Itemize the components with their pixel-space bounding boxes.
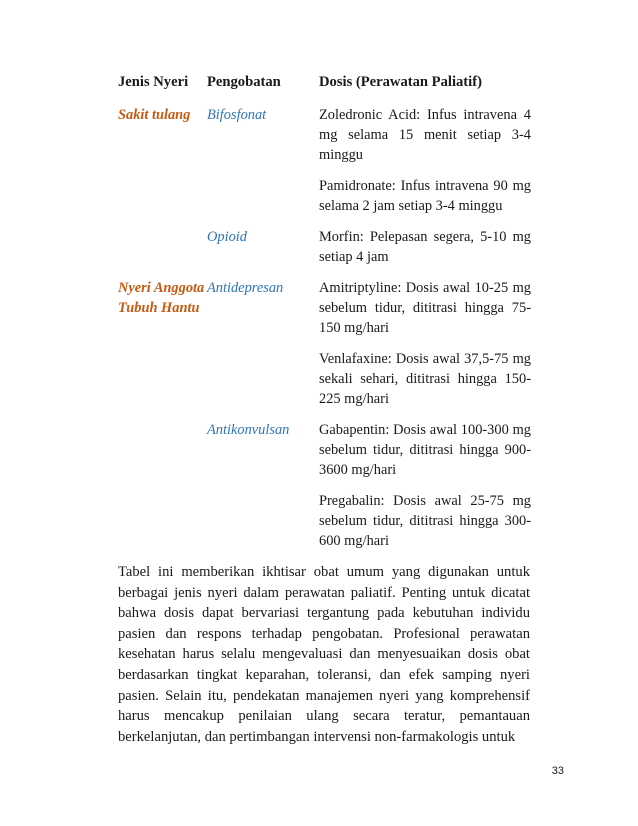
dose-cell: Amitriptyline: Dosis awal 10-25 mg sebelum tidur, dititrasi hingga 75-150 mg/hari [319, 280, 531, 336]
table-group-phantom-limb-pain [118, 278, 532, 562]
pain-type-cell: Sakit tulang [118, 107, 191, 123]
treatment-cell: Bifosfonat [207, 107, 267, 123]
treatment-row [207, 278, 532, 420]
dose-cell: Pregabalin: Dosis awal 25-75 mg sebelum tidur, dititrasi hingga 300-600 mg/hari [319, 493, 531, 549]
pain-type-cell: Nyeri Anggota Tubuh Hantu [118, 280, 205, 316]
dose-cell: Pamidronate: Infus intravena 90 mg selama 2 jam setiap 3-4 minggu [319, 178, 531, 214]
dose-cell: Morfin: Pelepasan segera, 5-10 mg setiap 4 jam [319, 229, 531, 265]
header-dose: Dosis (Perawatan Paliatif) [319, 74, 482, 90]
header-pain-type: Jenis Nyeri [118, 74, 189, 90]
table-group-bone-pain [118, 105, 532, 278]
treatment-row [207, 420, 532, 562]
header-treatment: Pengobatan [207, 74, 281, 90]
medication-table [118, 72, 532, 562]
treatment-cell: Opioid [207, 229, 247, 245]
treatment-cell: Antidepresan [207, 280, 284, 296]
dose-cell: Venlafaxine: Dosis awal 37,5-75 mg sekali sehari, dititrasi hingga 150-225 mg/hari [319, 351, 531, 407]
page-number: 33 [551, 765, 564, 777]
treatment-row [207, 227, 532, 278]
table-header-row [118, 72, 532, 92]
treatment-cell: Antikonvulsan [207, 422, 290, 438]
treatment-row [207, 105, 532, 227]
body-paragraph: Tabel ini memberikan ikhtisar obat umum yang digunakan untuk berbagai jenis nyeri dalam perawatan paliatif. Penting untuk dicatat bahwa dosis dapat bervariasi tergantung pada kebutuhan individu pasien dan respons terhadap pengobatan. Profesional perawatan kesehatan harus selalu mengevaluasi dan menyesuaikan dosis obat berdasarkan tingkat keparahan, toleransi, dan efek samping nyeri pasien. Selain itu, pendekatan manajemen nyeri yang komprehensif harus mencakup penilaian ulang secara teratur, pemantauan berkelanjutan, dan pertimbangan intervensi non-farmakologis untuk [118, 564, 530, 745]
dose-cell: Zoledronic Acid: Infus intravena 4 mg selama 15 menit setiap 3-4 minggu [319, 107, 531, 163]
dose-cell: Gabapentin: Dosis awal 100-300 mg sebelum tidur, dititrasi hingga 900-3600 mg/hari [319, 422, 531, 478]
